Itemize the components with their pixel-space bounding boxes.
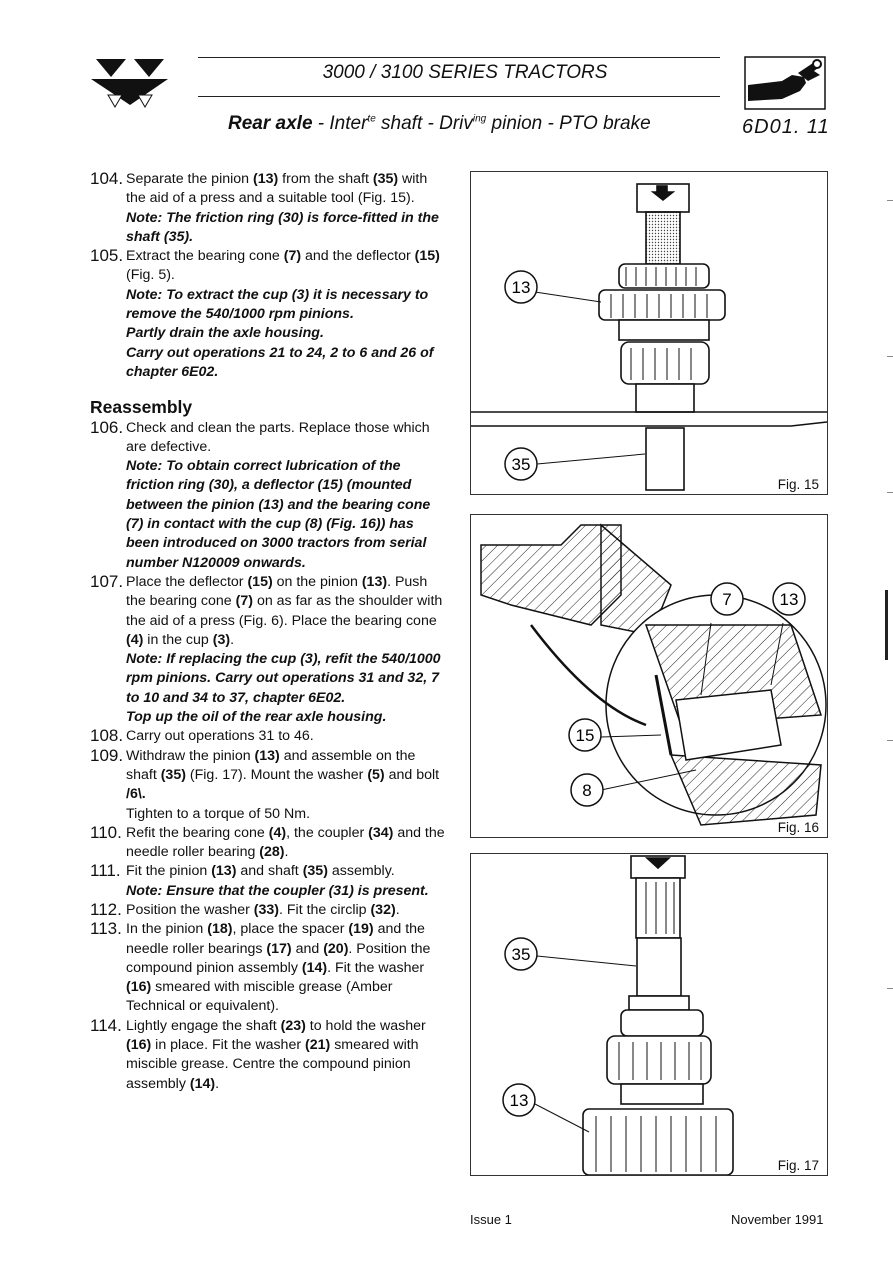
part-reference: (15) [414, 248, 440, 265]
step-text-part: assembly. [327, 863, 395, 880]
callout-13 [503, 1084, 535, 1116]
step-text [126, 171, 427, 206]
callout-35 [505, 448, 537, 480]
part-reference: (20) [323, 940, 349, 957]
header-rule-bottom [198, 96, 720, 97]
instruction-step [90, 747, 448, 824]
part-reference: (18) [207, 921, 233, 938]
part-reference: (21) [305, 1037, 331, 1054]
part-reference: (34) [368, 824, 394, 841]
part-reference: (5) [367, 766, 385, 783]
footer-date: November 1991 [731, 1212, 824, 1227]
step-text-part: Withdraw the pinion [126, 747, 255, 764]
step-text-part: . Fit the washer [327, 959, 425, 976]
step-note: Note: If replacing the cup (3), refit the 540/1000 rpm pinions. Carry out operations 31 and 32, 7 to 10 and 34 to 37, chapter 6E02. [126, 651, 441, 706]
step-text-part: . Push the bearing cone [126, 573, 428, 610]
figure-17 [470, 853, 828, 1176]
step-number: 108. [90, 726, 124, 746]
callout-35 [505, 938, 537, 970]
callout-label: 15 [575, 726, 595, 745]
callout-label: 13 [509, 1091, 529, 1110]
part-reference: (33) [253, 901, 279, 918]
step-number: 106. [90, 417, 124, 437]
figure-16-label: Fig. 16 [777, 820, 819, 835]
step-text-part: on as far as the shoulder with the aid of a press (Fig. 6). Place the bearing cone [126, 593, 443, 629]
step-text-part: in the cup [143, 631, 213, 648]
part-reference: (32) [370, 901, 396, 918]
step-text-part: Check and clean the parts. Replace those which are defective. [126, 419, 430, 455]
instruction-column [90, 170, 448, 1094]
subtitle-part: pinion - PTO brake [486, 113, 651, 134]
step-text [126, 921, 430, 1014]
step-text-part: smeared with miscible grease. Centre the compound pinion assembly [126, 1037, 419, 1092]
part-reference: (35) [302, 863, 328, 880]
step-text-part: Refit the bearing cone [126, 824, 269, 841]
step-text-part: Extract the bearing cone [126, 248, 284, 265]
step-text-part: . [284, 844, 289, 861]
callout-13 [773, 583, 805, 615]
step-text [126, 248, 440, 283]
instruction-step [90, 824, 448, 863]
step-note: Note: To obtain correct lubrication of the friction ring (30), a deflector (15) (mounted between the pinion (13) and the bearing cone (7) in contact with the cup (8) (Fig. 16)) has been introduced on 3000 tractors from serial number N120009 onwards. [126, 458, 431, 571]
step-text-part: Lightly engage the shaft [126, 1017, 281, 1034]
step-text [126, 1018, 426, 1092]
step-number: 110. [90, 822, 122, 842]
step-text-part: and assemble on the shaft [126, 747, 416, 783]
step-text-part: Fit the pinion [126, 863, 212, 880]
subtitle-part: shaft - Driv [375, 113, 473, 134]
step-note: Top up the oil of the rear axle housing. [126, 709, 387, 726]
step-text-part: , the coupler [286, 824, 369, 841]
instruction-step [90, 727, 448, 746]
subtitle-sup: ing [472, 113, 487, 125]
instruction-step [90, 862, 448, 901]
part-reference: (19) [348, 921, 374, 938]
part-reference: (15) [247, 573, 273, 590]
figure-15 [470, 171, 828, 495]
instruction-step [90, 170, 448, 247]
part-reference: (35) [160, 766, 186, 783]
callout-label: 7 [722, 590, 732, 609]
step-text-part: and the deflector [301, 248, 415, 265]
step-number: 107. [90, 571, 124, 591]
figure-15-drawing [471, 172, 827, 494]
instruction-step [90, 920, 448, 1016]
step-text [126, 420, 430, 455]
part-reference: (7) [235, 593, 253, 610]
step-text [126, 574, 442, 648]
instruction-step [90, 247, 448, 382]
part-reference: (16) [126, 1037, 152, 1054]
step-note: Note: To extract the cup (3) it is necessary to remove the 540/1000 rpm pinions. [126, 286, 429, 323]
step-text-part: . [215, 1075, 220, 1092]
margin-mark [887, 740, 893, 741]
callout-label: 13 [511, 278, 531, 297]
part-reference: (14) [301, 959, 328, 976]
instruction-step [90, 419, 448, 573]
step-text-part: (Fig. 17). Mount the washer [185, 766, 368, 783]
step-text-part: Position the washer [126, 901, 254, 918]
callout-label: 35 [511, 455, 531, 474]
step-text-part: with the aid of a press and a suitable tool (Fig. 15). [126, 171, 428, 207]
step-number: 105. [90, 246, 124, 266]
step-text-part: Place the deflector [126, 573, 248, 590]
callout-15 [569, 719, 601, 751]
margin-mark [887, 492, 893, 493]
subtitle-part: - Inter [312, 113, 368, 134]
hand-wrench-icon [742, 55, 830, 113]
part-reference: /6\. [126, 786, 146, 803]
step-number: 111. [90, 861, 121, 881]
step-text-part: . Position the compound pinion assembly [126, 940, 431, 976]
margin-mark [887, 200, 893, 201]
figure-15-label: Fig. 15 [777, 477, 819, 492]
section-heading: Reassembly [90, 397, 193, 418]
part-reference: (3) [212, 631, 231, 648]
series-title: 3000 / 3100 SERIES TRACTORS [322, 62, 608, 83]
step-note: Carry out operations 21 to 24, 2 to 6 and 26 of chapter 6E02. [126, 344, 434, 380]
step-text-part: from the shaft [278, 171, 373, 187]
part-reference: (13) [253, 171, 279, 187]
part-reference: (35) [372, 171, 399, 187]
step-text-part: Carry out operations 31 to 46. [126, 728, 314, 745]
step-text-part: Separate the pinion [126, 171, 253, 187]
step-text [126, 902, 400, 918]
step-number: 104. [90, 169, 124, 188]
subtitle-bold: Rear axle [228, 113, 313, 134]
step-text-part: . [395, 901, 400, 918]
step-note: Note: Ensure that the coupler (31) is present. [126, 882, 429, 899]
page-code: 6D01. 11 [742, 116, 830, 138]
part-reference: (14) [189, 1075, 216, 1092]
header-rule-top [198, 57, 720, 58]
part-reference: (13) [361, 573, 388, 590]
step-text-part: and [291, 940, 324, 957]
instruction-step [90, 901, 448, 920]
footer-issue: Issue 1 [470, 1212, 512, 1227]
step-text-part: to hold the washer [305, 1017, 426, 1034]
step-text-part: on the pinion [272, 573, 362, 590]
step-text-part: and the needle roller bearings [126, 921, 425, 957]
callout-7 [711, 583, 743, 615]
subtitle-sup: te [367, 113, 376, 125]
step-text-part: in place. Fit the washer [151, 1037, 306, 1054]
step-text-part: (Fig. 5). [126, 267, 175, 284]
part-reference: (28) [259, 844, 285, 861]
step-number: 113. [90, 919, 122, 939]
callout-13 [505, 271, 537, 303]
massey-logo [88, 55, 172, 111]
margin-mark [887, 988, 893, 989]
part-reference: (17) [266, 940, 292, 957]
step-text-part: smeared with miscible grease (Amber Technical or equivalent). [126, 979, 393, 1015]
part-reference: (23) [280, 1017, 306, 1034]
step-text-part: . Fit the circlip [279, 901, 371, 918]
figure-16 [470, 514, 828, 838]
part-reference: (4) [126, 631, 144, 648]
step-text-part: and shaft [236, 863, 303, 880]
page-subtitle [228, 113, 651, 135]
instruction-step [90, 573, 448, 727]
step-text [126, 728, 314, 744]
margin-mark [887, 356, 893, 357]
step-number: 112. [90, 899, 122, 919]
step-text [126, 825, 445, 860]
part-reference: (4) [268, 824, 287, 841]
instruction-step [90, 1017, 448, 1094]
figure-16-drawing [471, 515, 827, 837]
callout-label: 8 [582, 781, 592, 800]
step-extra: Tighten to a torque of 50 Nm. [126, 805, 311, 822]
step-text-part: In the pinion [126, 921, 208, 938]
step-text [126, 863, 395, 879]
part-reference: (16) [126, 979, 152, 996]
part-reference: (7) [283, 248, 302, 265]
part-reference: (13) [254, 747, 280, 764]
step-number: 109. [90, 745, 124, 765]
step-number: 114. [90, 1015, 122, 1035]
figure-17-drawing [471, 854, 827, 1175]
step-note: Note: The friction ring (30) is force-fitted in the shaft (35). [126, 209, 439, 245]
step-note: Partly drain the axle housing. [126, 325, 324, 342]
callout-label: 35 [511, 945, 531, 964]
step-text-part: . [230, 631, 235, 648]
step-text-part: and bolt [384, 766, 440, 783]
callout-label: 13 [779, 590, 799, 609]
part-reference: (13) [211, 863, 237, 880]
step-text-part: , place the spacer [232, 921, 349, 938]
step-text-part: and the needle roller bearing [126, 824, 445, 861]
margin-bar [885, 590, 888, 660]
callout-8 [571, 774, 603, 806]
figure-17-label: Fig. 17 [777, 1158, 819, 1173]
step-text [126, 748, 439, 803]
